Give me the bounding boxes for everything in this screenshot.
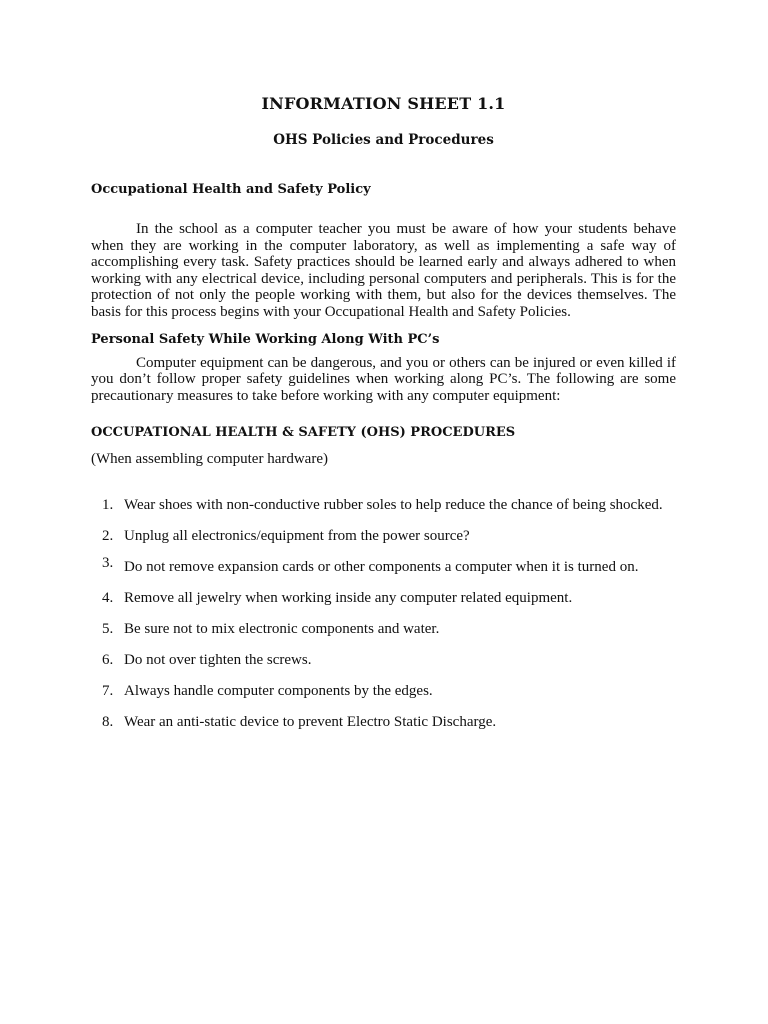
personal-safety-heading: Personal Safety While Working Along With PC’s — [91, 331, 440, 347]
list-item — [91, 713, 676, 731]
list-item — [91, 620, 676, 638]
list-item-number: 2. — [102, 528, 114, 545]
policy-paragraph: In the school as a computer teacher you must be aware of how your students behave when they are working in the computer laboratory, as well as implementing a safe way of accomplishing every task. Safety practices should be learned early and always adhered to when working with any electrical device, including personal computers and peripherals. This is for the protection of not only the people working with them, but also for the devices themselves. The basis for this process begins with your Occupational Health and Safety Policies. — [91, 221, 676, 320]
policy-heading: Occupational Health and Safety Policy — [91, 182, 371, 197]
list-item-text: Unplug all electronics/equipment from the power source? — [124, 528, 470, 545]
list-item — [91, 527, 676, 545]
list-item-number: 7. — [102, 683, 114, 700]
list-item-text: Always handle computer components by the edges. — [124, 683, 433, 700]
personal-safety-paragraph: Computer equipment can be dangerous, and you or others can be injured or even killed if you don’t follow proper safety guidelines when working along PC’s. The following are some precautionary measures to take before working with any computer equipment: — [91, 354, 676, 404]
list-item-number: 4. — [102, 590, 114, 607]
list-item-number: 5. — [102, 621, 114, 638]
list-item-number: 6. — [102, 652, 114, 669]
list-item-text: Do not over tighten the screws. — [124, 652, 312, 669]
procedures-heading: OCCUPATIONAL HEALTH & SAFETY (OHS) PROCEDURES — [91, 425, 516, 441]
list-item — [91, 682, 676, 700]
page-subtitle: OHS Policies and Procedures — [273, 132, 494, 148]
list-item-number: 8. — [102, 714, 114, 731]
list-item — [91, 651, 676, 669]
list-item — [91, 496, 676, 514]
list-item-text: Wear shoes with non-conductive rubber soles to help reduce the chance of being shocked. — [124, 497, 663, 514]
list-item-number: 1. — [102, 497, 114, 514]
list-item — [91, 589, 676, 607]
list-item — [91, 554, 676, 580]
list-item-number: 3. — [102, 555, 114, 572]
list-item-text: Be sure not to mix electronic components and water. — [124, 621, 440, 638]
procedures-list — [91, 496, 676, 731]
procedures-note: (When assembling computer hardware) — [91, 451, 328, 468]
list-item-text: Do not remove expansion cards or other components a computer when it is turned on. — [124, 559, 639, 576]
list-item-text: Wear an anti-static device to prevent Electro Static Discharge. — [124, 714, 497, 731]
page-title: INFORMATION SHEET 1.1 — [261, 94, 506, 113]
list-item-text: Remove all jewelry when working inside any computer related equipment. — [124, 590, 573, 607]
